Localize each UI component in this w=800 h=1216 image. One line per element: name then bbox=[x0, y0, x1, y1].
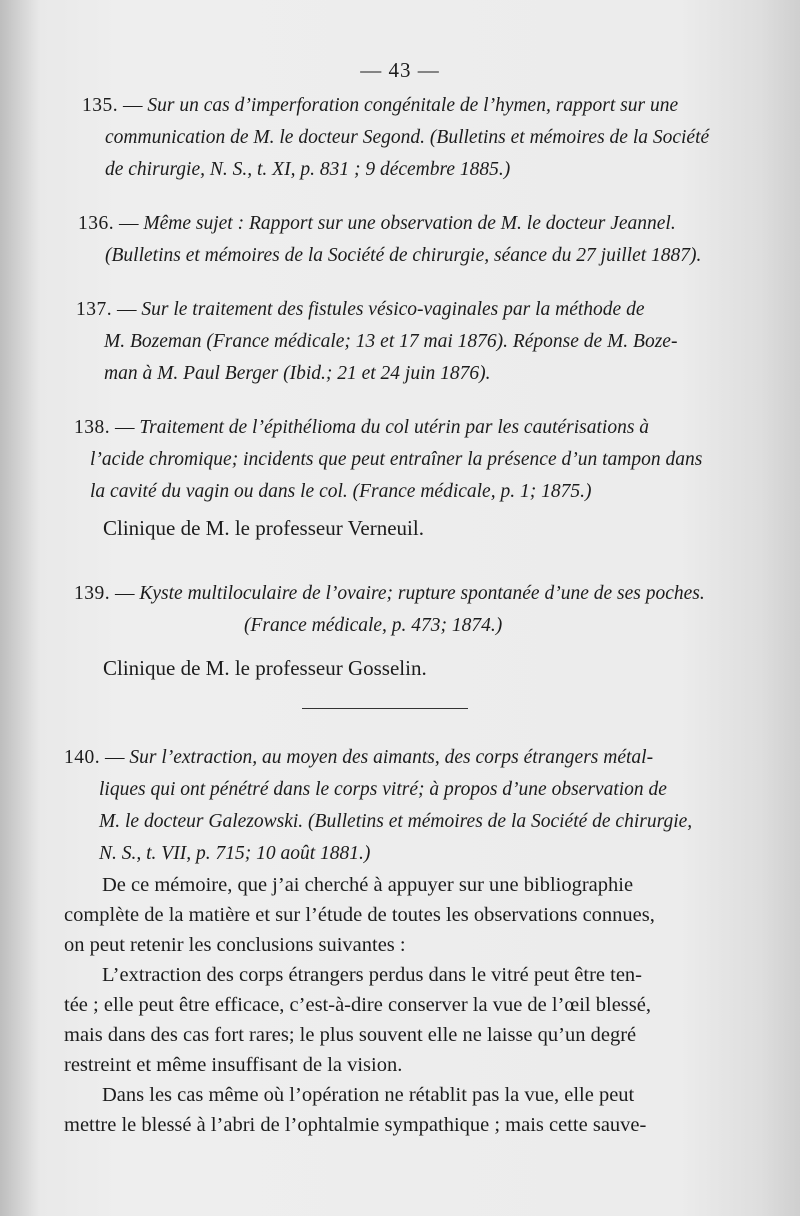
entry-137-line-2: M. Bozeman (France médicale; 13 et 17 mai 1876). Réponse de M. Boze- bbox=[104, 331, 678, 352]
entry-138-line-1: 138. — Traitement de l’épithélioma du col utérin par les cautérisations à bbox=[74, 417, 650, 438]
entry-137-line-3: man à M. Paul Berger (Ibid.; 21 et 24 juin 1876). bbox=[104, 363, 491, 384]
body-line-4: L’extraction des corps étrangers perdus dans le vitré peut être ten- bbox=[102, 964, 643, 986]
entry-138 bbox=[74, 412, 730, 508]
entry-135-line-1: 135. — Sur un cas d’imperforation congénitale de l’hymen, rapport sur une bbox=[82, 95, 679, 116]
clinic-verneuil: Clinique de M. le professeur Verneuil. bbox=[103, 516, 424, 540]
clinic-gosselin: Clinique de M. le professeur Gosselin. bbox=[103, 656, 427, 680]
entry-137 bbox=[76, 294, 732, 390]
entry-139 bbox=[74, 578, 730, 642]
entry-135-line-3: de chirurgie, N. S., t. XI, p. 831 ; 9 décembre 1885.) bbox=[105, 159, 511, 180]
body-line-7: restreint et même insuffisant de la vision. bbox=[64, 1054, 403, 1076]
entry-140-line-4: N. S., t. VII, p. 715; 10 août 1881.) bbox=[99, 843, 371, 864]
body-line-9: mettre le blessé à l’abri de l’ophtalmie sympathique ; mais cette sauve- bbox=[64, 1114, 647, 1136]
body-text bbox=[64, 870, 704, 1140]
entry-136-line-1: 136. — Même sujet : Rapport sur une observation de M. le docteur Jeannel. bbox=[78, 213, 676, 234]
entry-140-line-2: liques qui ont pénétré dans le corps vitré; à propos d’une observation de bbox=[99, 779, 667, 800]
entry-135 bbox=[82, 90, 738, 186]
entry-136 bbox=[78, 208, 734, 272]
entry-138-line-3: la cavité du vagin ou dans le col. (France médicale, p. 1; 1875.) bbox=[90, 481, 592, 502]
entry-135-line-2: communication de M. le docteur Segond. (Bulletins et mémoires de la Société bbox=[105, 127, 710, 148]
body-line-1: De ce mémoire, que j’ai cherché à appuyer sur une bibliographie bbox=[102, 874, 634, 896]
body-line-8: Dans les cas même où l’opération ne rétablit pas la vue, elle peut bbox=[102, 1084, 635, 1106]
entry-140-line-1: 140. — Sur l’extraction, au moyen des aimants, des corps étrangers métal- bbox=[64, 747, 654, 768]
section-separator bbox=[302, 708, 468, 709]
entry-137-line-1: 137. — Sur le traitement des fistules vésico-vaginales par la méthode de bbox=[76, 299, 645, 320]
entry-140-line-3: M. le docteur Galezowski. (Bulletins et mémoires de la Société de chirurgie, bbox=[99, 811, 693, 832]
entry-139-line-2: (France médicale, p. 473; 1874.) bbox=[244, 615, 503, 636]
page-number: — 43 — bbox=[360, 58, 440, 82]
body-line-6: mais dans des cas fort rares; le plus souvent elle ne laisse qu’un degré bbox=[64, 1024, 637, 1046]
entry-138-line-2: l’acide chromique; incidents que peut entraîner la présence d’un tampon dans bbox=[90, 449, 703, 470]
entry-139-line-1: 139. — Kyste multiloculaire de l’ovaire; rupture spontanée d’une de ses poches. bbox=[74, 583, 705, 604]
entry-140 bbox=[64, 742, 720, 870]
entry-136-line-2: (Bulletins et mémoires de la Société de chirurgie, séance du 27 juillet 1887). bbox=[105, 245, 702, 266]
body-line-2: complète de la matière et sur l’étude de toutes les observations connues, bbox=[64, 904, 655, 926]
body-line-5: tée ; elle peut être efficace, c’est-à-dire conserver la vue de l’œil blessé, bbox=[64, 994, 651, 1016]
body-line-3: on peut retenir les conclusions suivantes : bbox=[64, 934, 406, 956]
